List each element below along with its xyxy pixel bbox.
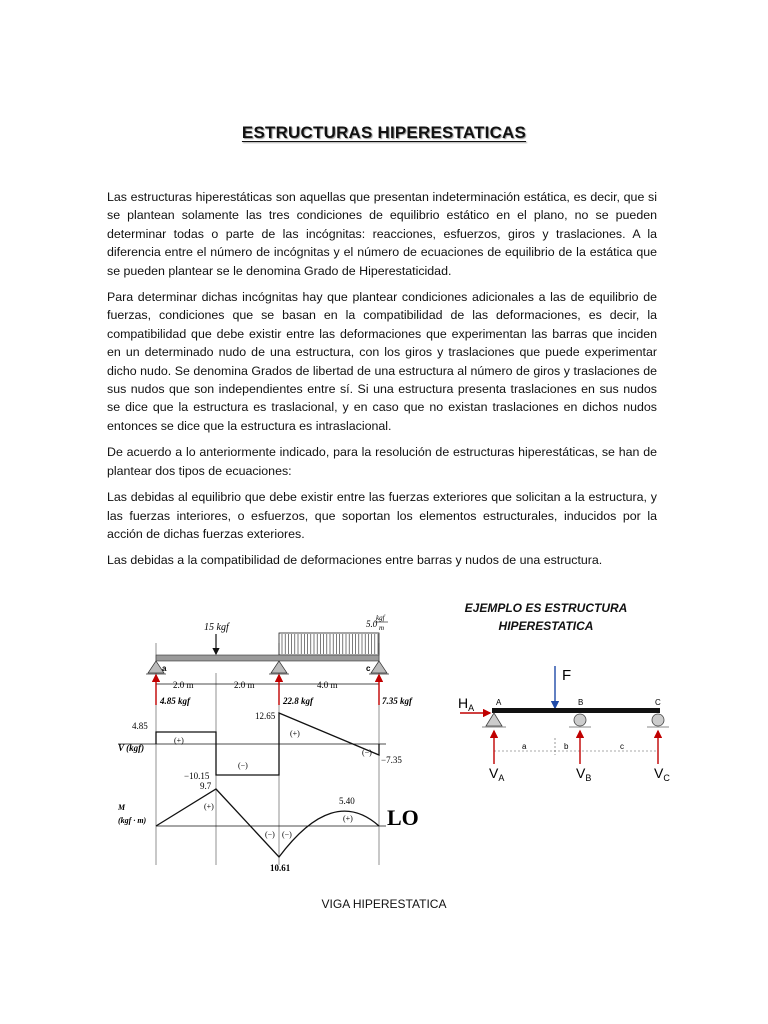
dist-load-unit-num: kgf <box>376 614 385 622</box>
moment-sign-2: (−) <box>265 830 275 839</box>
example-title-line-2: HIPERESTATICA <box>498 619 594 633</box>
node-c-label: C <box>655 698 661 707</box>
reaction-vc-main: V <box>654 765 664 781</box>
support-a-label: a <box>162 664 167 673</box>
paragraph-1: Las estructuras hiperestáticas son aquellas que presentan indeterminación estática, es decir, que si se plantean solamente las tres condiciones de equilibrio estático en el plano, no se pueden determinar todas o parte de las incógnitas: reacciones, esfuerzos, giros y traslaciones. A la diferencia entre el número de incógnitas y el número de ecuaciones de equilibrio de la estática que se pueden plantear se le denomina Grado de Hiperestaticidad. <box>107 190 657 278</box>
shear-sign-1: (+) <box>174 736 184 745</box>
dim-b-label: b <box>564 742 569 751</box>
beam-diagram-figure <box>118 603 423 875</box>
shear-value-3: 12.65 <box>255 711 276 721</box>
document-body <box>107 188 657 578</box>
reaction-a-label: 4.85 kgf <box>160 696 190 706</box>
shear-sign-2: (−) <box>238 761 248 770</box>
moment-value-2: 10.61 <box>270 863 291 873</box>
dim-a-label: a <box>522 742 527 751</box>
moment-sign-3: (−) <box>282 830 292 839</box>
paragraph-2: Para determinar dichas incógnitas hay que plantear condiciones adicionales a las de equilibrio de fuerzas, condiciones que se basan en la compatibilidad de las deformaciones, es decir, la compatibilidad que debe existir entre las deformaciones que experimentan las barras que inciden en un determinado nudo de una estructura, con los giros y traslaciones que puede experimentar dicho nudo. Se denomina Grados de libertad de una estructura al número de giros y traslaciones de sus nudos que son independientes entre sí. Si una estructura presenta traslaciones en sus nudos se dice que la estructura es traslacional, y en caso que no existan traslaciones en dichos nudos entonces se dice que la estructura es intraslacional. <box>107 290 657 433</box>
paragraph-3: De acuerdo a lo anteriormente indicado, para la resolución de estructuras hiperestáticas, se han de plantear dos tipos de ecuaciones: <box>107 445 657 478</box>
support-b <box>269 661 289 674</box>
reaction-va-main: V <box>489 765 499 781</box>
distributed-load <box>279 633 379 655</box>
example-support-b <box>569 714 591 727</box>
horizontal-reaction-main: H <box>458 695 469 711</box>
point-load-label: 15 kgf <box>204 622 229 633</box>
node-b-label: B <box>578 698 584 707</box>
shear-value-1: 4.85 <box>132 721 148 731</box>
dim-c-label: c <box>620 742 624 751</box>
force-f-label: F <box>562 667 572 684</box>
dist-load-value: 5.0 <box>366 619 378 629</box>
horizontal-reaction-sub: A <box>468 703 475 713</box>
reaction-b-label: 22.8 kgf <box>283 696 313 706</box>
moment-sign-4: (+) <box>343 814 353 823</box>
example-title <box>430 599 662 635</box>
moment-value-3: 5.40 <box>339 796 355 806</box>
figure-caption: VIGA HIPERESTATICA <box>321 897 447 911</box>
moment-sign-1: (+) <box>204 802 214 811</box>
node-a-label: A <box>496 698 502 707</box>
shear-sign-3: (+) <box>290 729 300 738</box>
reaction-vc-sub: C <box>663 773 670 783</box>
example-support-a <box>482 713 506 727</box>
document-title: ESTRUCTURAS HIPERESTATICAS <box>241 123 527 142</box>
moment-axis-label-1: M <box>118 803 126 812</box>
paragraph-5: Las debidas a la compatibilidad de deformaciones entre barras y nudos de una estructura. <box>107 553 603 568</box>
shear-sign-4: (−) <box>362 748 372 757</box>
side-text: LO <box>387 805 419 830</box>
reaction-vb-label <box>576 765 591 783</box>
dist-load-unit-den: m <box>379 624 385 632</box>
moment-axis-label-2: (kgf · m) <box>118 816 147 825</box>
example-title-line-1: EJEMPLO ES ESTRUCTURA <box>464 601 628 615</box>
shear-value-2: −10.15 <box>184 771 210 781</box>
span-2-label: 2.0 m <box>234 680 255 690</box>
shear-axis-label: V (kgf) <box>118 743 145 753</box>
support-c <box>369 661 389 674</box>
reaction-va-label <box>489 765 504 783</box>
example-beam <box>492 708 660 713</box>
moment-value-1: 9.7 <box>200 781 212 791</box>
paragraph-4: Las debidas al equilibrio que debe existir entre las fuerzas exteriores que solicitan a la estructura, y las fuerzas interiores, o esfuerzos, que soportan los elementos estructurales, inducidos por la acción de dichas fuerzas exteriores. <box>107 490 657 541</box>
example-beam-figure <box>452 660 682 785</box>
reaction-vb-main: V <box>576 765 586 781</box>
reaction-c-label: 7.35 kgf <box>382 696 412 706</box>
reaction-vc-label <box>654 765 670 783</box>
horizontal-reaction-label <box>458 695 474 713</box>
beam <box>156 655 379 661</box>
shear-value-4: −7.35 <box>381 755 402 765</box>
support-c-label: c <box>366 664 371 673</box>
span-1-label: 2.0 m <box>173 680 194 690</box>
reaction-vb-sub: B <box>585 773 592 783</box>
example-support-c <box>647 714 669 727</box>
reaction-va-sub: A <box>498 773 505 783</box>
span-3-label: 4.0 m <box>317 680 338 690</box>
